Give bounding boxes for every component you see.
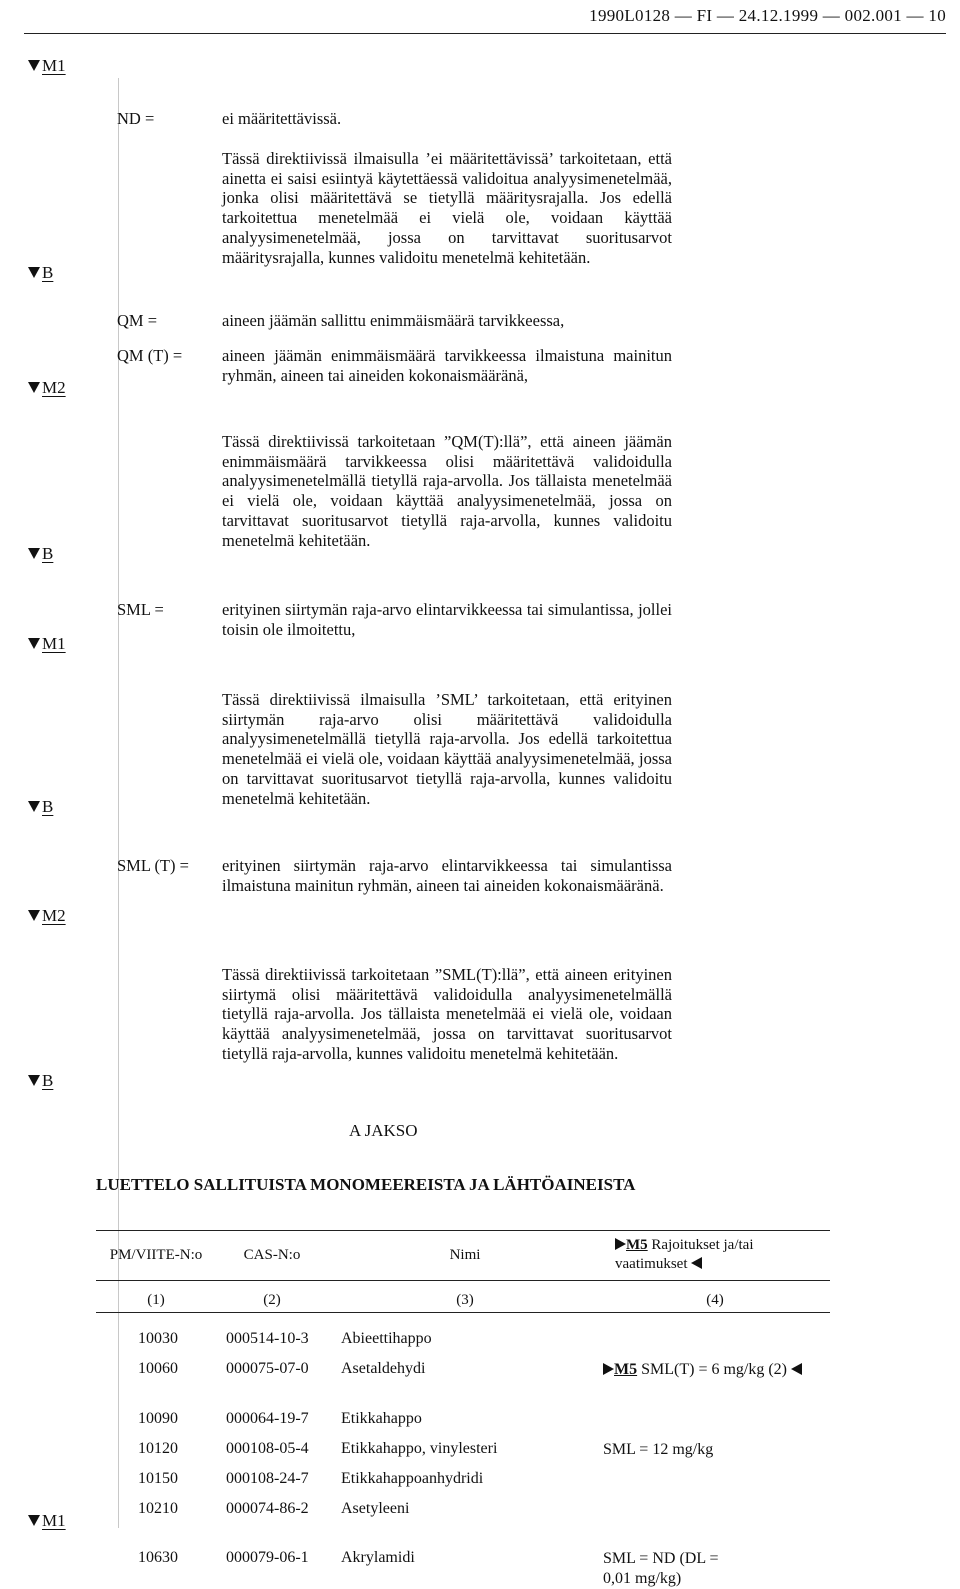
table-cell-cas: 000064-19-7 — [226, 1410, 309, 1427]
triangle-down-icon — [28, 801, 40, 812]
marker-code: M1 — [42, 56, 66, 75]
table-cell-restriction: SML = 12 mg/kg — [603, 1441, 714, 1458]
definition-smlt: erityinen siirtymän raja-arvo elintarvikkeessa tai simulantissa ilmaistuna mainitun ryhmän, aineen tai aineiden kokonaismääränä. — [222, 856, 672, 895]
marker-code: B — [42, 544, 54, 563]
table-cell-name: Asetaldehydi — [341, 1360, 426, 1377]
table-cell-name: Akrylamidi — [341, 1549, 415, 1566]
amendment-marker-m1 — [28, 1511, 66, 1531]
table-cell-ref: 10630 — [138, 1549, 178, 1566]
table-cell-cas: 000079-06-1 — [226, 1549, 309, 1566]
column-number: (1) — [147, 1292, 165, 1308]
arrow-right-icon — [603, 1363, 614, 1375]
column-number: (3) — [456, 1292, 474, 1308]
table-header-ref: PM/VIITE-N:o — [109, 1247, 203, 1263]
amendment-marker-b — [28, 797, 53, 817]
table-cell-name: Etikkahappo, vinylesteri — [341, 1440, 498, 1457]
document-header: 1990L0128 — FI — 24.12.1999 — 002.001 — 10 — [589, 6, 946, 25]
explanation-nd: Tässä direktiivissä ilmaisulla ’ei määritettävissä’ tarkoitetaan, että ainetta ei saisi esiintyä käytettäessä validoitua analyysimenetelmää, jonka olisi määritettävä se tietyllä määritysrajalla. Jos edellä tarkoitettua menetelmää ei vielä ole, voidaan käyttää analyysimenetelmää, jossa on tarvittavat suoritusarvot määritysrajalla, kunnes validoitu menetelmä kehitetään. — [222, 149, 672, 267]
table-cell-name: Etikkahappoanhydridi — [341, 1470, 484, 1487]
definition-sml: erityinen siirtymän raja-arvo elintarvikkeessa tai simulantissa, jollei toisin ole ilmoitettu, — [222, 600, 672, 639]
term-smlt: SML (T) = — [117, 856, 189, 875]
triangle-down-icon — [28, 638, 40, 649]
arrow-right-icon — [615, 1238, 626, 1250]
table-cell-restriction: SML = ND (DL = 0,01 mg/kg) — [603, 1550, 719, 1587]
section-subtitle: LUETTELO SALLITUISTA MONOMEEREISTA JA LÄHTÖAINEISTA — [96, 1175, 636, 1194]
table-header-rule — [96, 1280, 830, 1281]
definition-nd: ei määritettävissä. — [222, 109, 342, 128]
table-cell-name: Etikkahappo — [341, 1410, 422, 1427]
table-cell-cas: 000514-10-3 — [226, 1330, 309, 1347]
table-cell-restriction: M5 SML(T) = 6 mg/kg (2) — [603, 1360, 803, 1380]
table-cell-cas: 000074-86-2 — [226, 1500, 309, 1517]
amendment-marker-m1 — [28, 56, 66, 76]
table-cell-ref: 10120 — [138, 1440, 178, 1457]
amendment-marker-b — [28, 1071, 53, 1091]
table-cell-name: Abieettihappo — [341, 1330, 432, 1347]
term-nd: ND = — [117, 109, 155, 128]
table-colnum-rule — [96, 1312, 830, 1313]
term-sml: SML = — [117, 600, 164, 619]
table-cell-cas: 000108-24-7 — [226, 1470, 309, 1487]
explanation-qmt: Tässä direktiivissä tarkoitetaan ”QM(T):llä”, että aineen jäämän enimmäismäärä tarvikkeessa olisi määritettävä validoidulla analyysimenetelmällä tietyllä raja-arvolla. Jos tällaista menetelmää ei vielä ole, voidaan käyttää analyysimenetelmää, jossa on tarvittavat suoritusarvot tietyllä raja-arvolla, kunnes validoitu menetelmä kehitetään. — [222, 432, 672, 550]
arrow-left-icon — [791, 1363, 802, 1375]
header-divider — [24, 33, 946, 34]
table-cell-ref: 10030 — [138, 1330, 178, 1347]
explanation-smlt: Tässä direktiivissä tarkoitetaan ”SML(T):llä”, että aineen erityinen siirtymä olisi määritettävä validoidulla analyysimenetelmällä tietyllä raja-arvolla. Jos tällaista menetelmää ei vielä ole, voidaan käyttää analyysimenetelmää, jossa on tarvittavat suoritusarvot tietyllä raja-arvolla, kunnes validoitu menetelmä kehitetään. — [222, 965, 672, 1063]
table-cell-name: Asetyleeni — [341, 1500, 410, 1517]
explanation-sml: Tässä direktiivissä ilmaisulla ’SML’ tarkoitetaan, että erityinen siirtymän raja-arvo olisi määritettävä validoidulla analyysimenetelmällä tietyllä raja-arvolla. Jos edellä tarkoitettua menetelmää ei vielä ole, voidaan käyttää analyysimenetelmää, jossa on tarvittavat suoritusarvot tietyllä raja-arvolla, kunnes validoitu menetelmä kehitetään. — [222, 690, 672, 808]
table-header-cas: CAS-N:o — [243, 1247, 301, 1263]
table-cell-ref: 10150 — [138, 1470, 178, 1487]
triangle-down-icon — [28, 382, 40, 393]
marker-code: M1 — [42, 634, 66, 653]
marker-code: M2 — [42, 378, 66, 397]
triangle-down-icon — [28, 1515, 40, 1526]
table-cell-ref: 10090 — [138, 1410, 178, 1427]
column-number: (4) — [706, 1292, 724, 1308]
table-cell-cas: 000108-05-4 — [226, 1440, 309, 1457]
triangle-down-icon — [28, 548, 40, 559]
triangle-down-icon — [28, 267, 40, 278]
table-top-rule — [96, 1230, 830, 1231]
margin-rule — [118, 78, 119, 1528]
column-number: (2) — [263, 1292, 281, 1308]
table-header-restrictions: M5 Rajoitukset ja/tai vaatimukset — [615, 1237, 754, 1272]
amendment-marker-b — [28, 544, 53, 564]
marker-code: B — [42, 797, 54, 816]
marker-code: M1 — [42, 1511, 66, 1530]
amendment-marker-b — [28, 263, 53, 283]
amendment-marker-m1 — [28, 634, 66, 654]
table-cell-ref: 10210 — [138, 1500, 178, 1517]
m5-marker: M5 — [615, 1237, 648, 1253]
table-cell-ref: 10060 — [138, 1360, 178, 1377]
arrow-left-icon — [691, 1257, 702, 1269]
amendment-marker-m2 — [28, 378, 66, 398]
marker-code: B — [42, 1071, 54, 1090]
marker-code: M2 — [42, 906, 66, 925]
m5-marker: M5 — [603, 1361, 637, 1378]
triangle-down-icon — [28, 1075, 40, 1086]
term-qmt: QM (T) = — [117, 346, 183, 365]
amendment-marker-m2 — [28, 906, 66, 926]
marker-code: B — [42, 263, 54, 282]
table-header-name: Nimi — [449, 1247, 481, 1263]
definition-qm: aineen jäämän sallittu enimmäismäärä tarvikkeessa, — [222, 311, 565, 330]
definition-qmt: aineen jäämän enimmäismäärä tarvikkeessa ilmaistuna mainitun ryhmän, aineen tai aineiden kokonaismääränä, — [222, 346, 672, 385]
table-cell-cas: 000075-07-0 — [226, 1360, 309, 1377]
term-qm: QM = — [117, 311, 158, 330]
section-title: A JAKSO — [349, 1121, 418, 1140]
triangle-down-icon — [28, 910, 40, 921]
triangle-down-icon — [28, 60, 40, 71]
